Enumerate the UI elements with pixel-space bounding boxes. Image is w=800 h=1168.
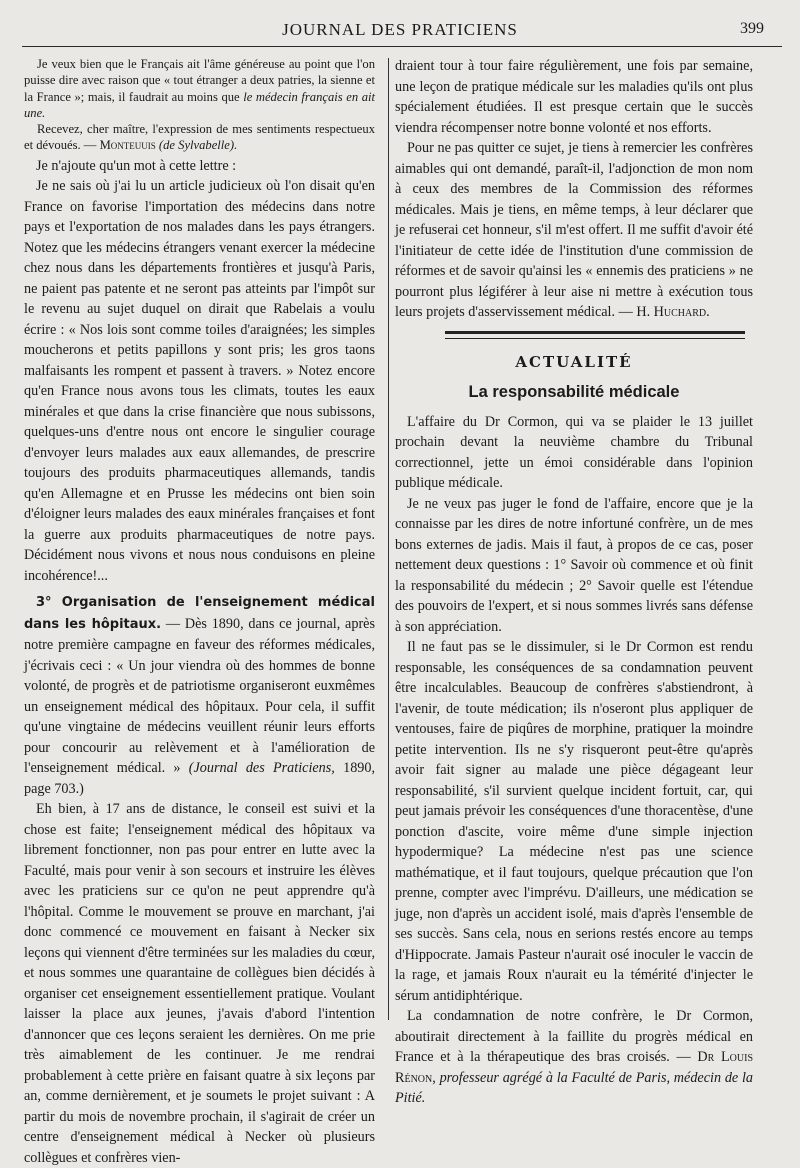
section-separator [445, 331, 745, 339]
section-heading-organisation: 3° Organisation de l'enseignement médical dans les hôpitaux. [24, 595, 375, 632]
right-column [395, 56, 753, 1109]
left-column [24, 56, 375, 1168]
letter-signer: Monteuuis [99, 138, 156, 153]
article-paragraph-2: Je ne veux pas juger le fond de l'affaire, encore que je la connaisse par les dires de notre infortuné confrère, un de mes bons externes de jadis. Mais il faut, à propos de ce cas, poser nettement deux questions : 1° Savoir où commence et où finit la responsabilité du médecin ; 2° Savoir quelle est l'étendue des pouvoirs de l'expert, et si nous sommes livrés sans défense à son appréciation. [395, 495, 753, 635]
article-author-title: professeur agrégé à la Faculté de Paris, médecin de la Pitié. [395, 1069, 754, 1106]
column-divider [388, 58, 389, 1020]
paragraph-importation: Je ne sais où j'ai lu un article judicieux où l'on disait qu'en France on favorise l'importation des médecins dans notre pays et l'exportation de nos malades dans les pays étrangers. Notez que les médecins étrangers venant exercer la médecine chez nous dans les départements frontières et jusqu'à Paris, ne paient pas patente et ne seront pas atteints par l'impôt sur le revenu au sujet duquel on dirait que Rabelais a voulu écrire : « Nos lois sont comme toiles d'araignées; les simples moucherons et petits papillons y sont pris; les gros taons malfaisants les rompent et passent à travers. » Notez encore qu'en France nous avons tous les climats, toutes les eaux minérales et que dans la crise financière que nous subissons, quelques-uns d'entre nous ont encore le singulier courage d'envoyer leurs malades aux eaux allemandes, de prescrire toujours des produits pharmaceutiques allemands, tandis qu'en Allemagne et en Prusse les médecins ont bien soin d'éloigner leurs malades des eaux minérales françaises et font la guerre aux produits pharmaceutiques de notre pays. Décidément nous vivons et nous nous conduisons en pleine incohérence!... [24, 178, 375, 584]
letter-paragraph-2: Recevez, cher maître, l'expression de mes sentiments respectueux et dévoués. — Monteuuis (de Sylvabelle). [24, 122, 375, 153]
paragraph-organisation: 3° Organisation de l'enseignement médical dans les hôpitaux. — Dès 1890, dans ce journal, après notre première campagne en faveur des réformes médicales, j'écrivais ceci : « Un jour viendra où des hommes de bonne volonté, de progrès et de patriotisme organiseront euxmêmes un enseignement médical des hôpitaux. Pour cela, il suffit qu'une vingtaine de médecins veuillent réunir leurs efforts pour concourir au relèvement et à l'amélioration de l'enseignement médical. » (Journal des Praticiens, 1890, page 703.) [24, 595, 376, 797]
header-rule [22, 46, 782, 47]
author-signature: H. Huchard. [636, 304, 710, 320]
article-author: Dr Louis Rénon, [395, 1049, 754, 1086]
article-title: La responsabilité médicale [468, 382, 680, 401]
letter-paragraph-1: Je veux bien que le Français ait l'âme généreuse au point que l'on puisse dire avec raison que « tout étranger a deux patries, la sienne et la France »; mais, il faudrait au moins que le médecin français en ait une. [24, 57, 375, 120]
paragraph-continuation: draient tour à tour faire régulièrement, une fois par semaine, une leçon de pratique médicale sur les maladies qu'ils ont plus spécialement étudiées. Il est presque certain que le succès viendra récompenser notre bonne volonté et nos efforts. [395, 58, 753, 136]
journal-title: JOURNAL DES PRATICIENS [282, 20, 518, 39]
page-number: 399 [740, 20, 764, 37]
paragraph-intro: Je n'ajoute qu'un mot à cette lettre : [36, 157, 237, 174]
paragraph-necker: Eh bien, à 17 ans de distance, le conseil est suivi et la chose est faite; l'enseignement médical des hôpitaux va librement fonctionner, non pas pour entrer en lutte avec la Faculté, mais pour venir à son secours et instruire les élèves avec les praticiens sur ce qu'on ne peut apprendre qu'à l'hôpital. Comme le mouvement se prouve en marchant, j'ai donc commencé ce mouvement en faisant à Necker six leçons qui viennent d'être terminées sur les maladies du cœur, et nous sommes une quarantaine de collègues bien décidés à organiser cet enseignement essentiellement pratique. Voulant laisser la place aux jeunes, j'avais d'abord l'intention d'annoncer que ces leçons seraient les dernières. On me prie très aimablement de les continuer. Je me rendrai probablement à cette prière en faisant quatre à six leçons par an, comme dernièrement, et je soumets le projet suivant : A partir du mois de novembre prochain, il s'agirait de créer un centre d'enseignement médical à Necker où plusieurs collègues et confrères vien- [24, 801, 375, 1166]
section-title: ACTUALITÉ [515, 352, 633, 371]
article-paragraph-1: L'affaire du Dr Cormon, qui va se plaider le 13 juillet prochain devant la neuvième chambre du Tribunal correctionnel, jette un émoi considérable dans l'opinion publique médicale. [395, 413, 753, 491]
running-header [0, 18, 800, 48]
article-paragraph-3: Il ne faut pas se le dissimuler, si le Dr Cormon est rendu responsable, les conséquences de sa condamnation peuvent être incalculables. Beaucoup de confrères s'abstiendront, à l'avenir, de toute médication; ils n'oseront plus appliquer de ventouses, faire de piqûres de morphine, pratiquer la moindre petite intervention. Ils ne s'y risqueront peut-être qu'après avoir fait signer au malade une pièce dégageant leur responsabilité, s'il survient quelque incident fortuit, car, qui peut jamais prévoir les conséquences d'une thoracentèse, d'une ponction d'ascite, voire même d'une simple injection hypodermique? La médecine n'est pas une science mathématique, et il faut toujours, quelque précaution que l'on prenne, compter avec l'imprévu. D'ailleurs, une médication se juge, non d'après un accident isolé, mais d'après l'ensemble de ses succès. Sans cela, nous en serions restés encore au temps d'Hippocrate. Jamais Pasteur n'aurait osé inoculer le vaccin de la rage, et jamais Roux n'aurait eu la témérité d'injecter le sérum antidiphtérique. [395, 639, 753, 1004]
paragraph-commission: Pour ne pas quitter ce sujet, je tiens à remercier les confrères aimables qui ont demandé, paraît-il, l'adjonction de mon nom à ceux des membres de la Commission des réformes médicales. Mais je tiens, en même temps, à leur déclarer que je refuserai cet honneur, s'il m'est offert. Il me suffit d'avoir été l'initiateur de cette idée de l'institution d'une commission de réformes et de savoir qu'ainsi les « ennemis des praticiens » ne pourront plus légiférer à leur aise ni mettre à exécution tous leurs projets d'asservissement médical. — H. Huchard. [395, 140, 753, 320]
article-paragraph-4: La condamnation de notre confrère, le Dr Cormon, aboutirait directement à la faillite du progrès médical en France et à la thérapeutique des bras croisés. — Dr Louis Rénon, professeur agrégé à la Faculté de Paris, médecin de la Pitié. [395, 1008, 754, 1106]
